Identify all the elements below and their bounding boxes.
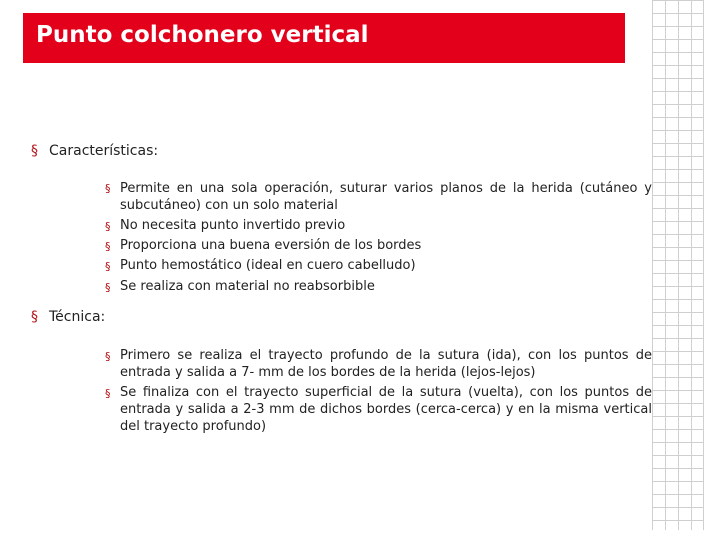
tecnica-item: Primero se realiza el trayecto profundo de la sutura (ida), con los puntos de entrada y salida a 7- mm de los bordes de la herida (lejos-lejos) (120, 348, 652, 380)
bullet-icon: § (105, 260, 111, 273)
tecnica-item: Se finaliza con el trayecto superficial de la sutura (vuelta), con los puntos de entrada y salida a 2-3 mm de dichos bordes (cerca-cerca) y en la misma vertical del trayecto profundo) (120, 385, 652, 434)
caracteristicas-item: Proporciona una buena eversión de los bordes (120, 238, 422, 253)
decorative-grid (652, 0, 704, 530)
tecnica-heading: Técnica: (49, 309, 106, 325)
caracteristicas-item: No necesita punto invertido previo (120, 218, 346, 233)
bullet-icon: § (105, 387, 111, 400)
bullet-icon: § (105, 350, 111, 363)
bullet-icon: § (31, 309, 38, 325)
bullet-icon: § (105, 220, 111, 233)
bullet-icon: § (105, 182, 111, 195)
caracteristicas-item: Permite en una sola operación, suturar varios planos de la herida (cutáneo y subcutáneo) con un solo material (120, 181, 652, 213)
caracteristicas-item: Se realiza con material no reabsorbible (120, 279, 375, 294)
title-bar (23, 13, 625, 63)
bullet-icon: § (105, 240, 111, 253)
caracteristicas-heading: Características: (49, 143, 159, 159)
bullet-icon: § (31, 143, 38, 159)
caracteristicas-item: Punto hemostático (ideal en cuero cabelludo) (120, 258, 416, 273)
slide-title: Punto colchonero vertical (36, 22, 369, 48)
bullet-icon: § (105, 281, 111, 294)
